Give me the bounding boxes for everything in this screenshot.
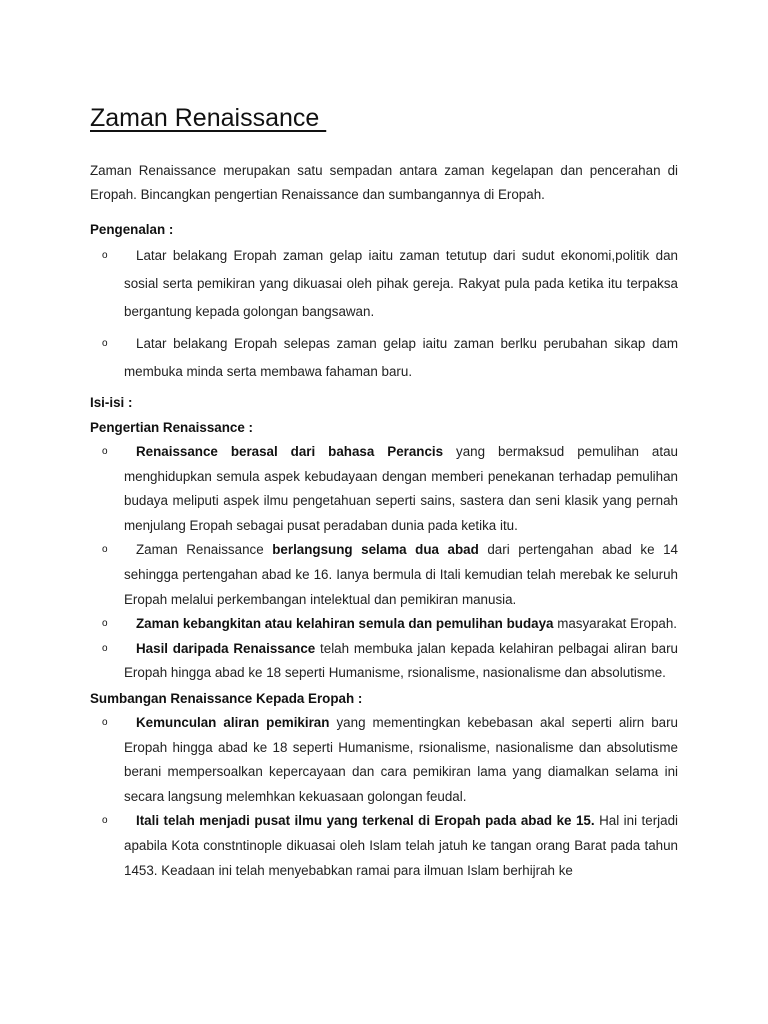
section-heading-isi: Isi-isi : (90, 395, 133, 410)
section-heading-pengertian: Pengertian Renaissance : (90, 420, 253, 435)
list-item (90, 711, 678, 809)
pengertian-list (90, 440, 678, 686)
list-item-bold: Renaissance berasal dari bahasa Perancis (136, 444, 444, 459)
list-item-text: Latar belakang Eropah selepas zaman gelap iaitu zaman berlku perubahan sikap dam membuka minda serta membawa fahaman baru. (124, 336, 678, 379)
list-item (90, 637, 678, 686)
list-item (90, 538, 678, 612)
list-item (90, 242, 678, 326)
list-item (90, 612, 678, 637)
list-item-text: yang bermaksud pemulihan atau menghidupkan semula aspek kebudayaan dengan memberi penekanan terhadap pemulihan budaya meliputi aspek ilmu pengetahuan seperti sains, sastera dan seni klasik yang pernah menjulang Eropah sebagai pusat peradaban dunia pada ketika itu. (124, 444, 678, 533)
list-item-bold: Hasil daripada Renaissance (136, 640, 316, 656)
bullet-icon: o (102, 716, 108, 728)
section-heading-pengenalan: Pengenalan : (90, 222, 174, 237)
list-item-bold: Itali telah menjadi pusat ilmu yang terkenal di Eropah pada abad ke 15. (136, 813, 595, 829)
bullet-icon: o (102, 544, 108, 556)
bullet-icon: o (102, 815, 108, 827)
list-item-bold: berlangsung selama dua abad (272, 542, 479, 558)
list-item-text: telah membuka jalan kepada kelahiran pelbagai aliran baru Eropah hingga abad ke 18 seperti Humanisme, rsionalisme, nasionalisme dan absolutisme. (124, 640, 679, 681)
list-item-bold: Kemunculan aliran pemikiran (136, 714, 330, 730)
document-title: Zaman Renaissance (90, 104, 327, 132)
pengenalan-list (90, 242, 678, 386)
list-item-text: Latar belakang Eropah zaman gelap iaitu zaman tetutup dari sudut ekonomi,politik dan sosial serta pemikiran yang dikuasai oleh pihak gereja. Rakyat pula pada ketika itu terpaksa bergantung kepada golongan bangsawan. (124, 248, 678, 319)
list-item-text: Hal ini terjadi apabila Kota constntinople dikuasai oleh Islam telah jatuh ke tangan orang Barat pada tahun 1453. Keadaan ini telah menyebabkan ramai para ilmuan Islam berhijrah ke (124, 813, 678, 878)
list-item-text: masyarakat Eropah. (553, 616, 678, 632)
bullet-icon: o (102, 446, 108, 457)
section-heading-sumbangan: Sumbangan Renaissance Kepada Eropah : (90, 690, 363, 706)
list-item-pre: Zaman Renaissance (136, 542, 273, 558)
list-item (90, 809, 678, 883)
list-item-text: dari pertengahan abad ke 14 sehingga pertengahan abad ke 16. Ianya bermula di Itali kemudian telah merebak ke seluruh Eropah melalui perkembangan intelektual dan pemikiran manusia. (124, 542, 678, 607)
bullet-icon: o (102, 642, 108, 654)
sumbangan-list (90, 711, 678, 883)
list-item (90, 330, 678, 386)
bullet-icon: o (102, 250, 108, 261)
intro-paragraph: Zaman Renaissance merupakan satu sempadan antara zaman kegelapan dan pencerahan di Eropah. Bincangkan pengertian Renaissance dan sumbangannya di Eropah. (90, 163, 678, 202)
list-item (90, 440, 678, 538)
bullet-icon: o (102, 338, 108, 349)
bullet-icon: o (102, 618, 108, 630)
list-item-bold: Zaman kebangkitan atau kelahiran semula dan pemulihan budaya (136, 616, 554, 632)
list-item-text: yang mementingkan kebebasan akal seperti alirn baru Eropah hingga abad ke 18 seperti Humanisme, rsionalisme, nasionalisme dan absolutisme berani mempersoalkan kepercayaan dan cara pemikiran lama yang diamalkan selama ini secara langsung melemhkan kekuasaan golongan feudal. (124, 714, 678, 804)
